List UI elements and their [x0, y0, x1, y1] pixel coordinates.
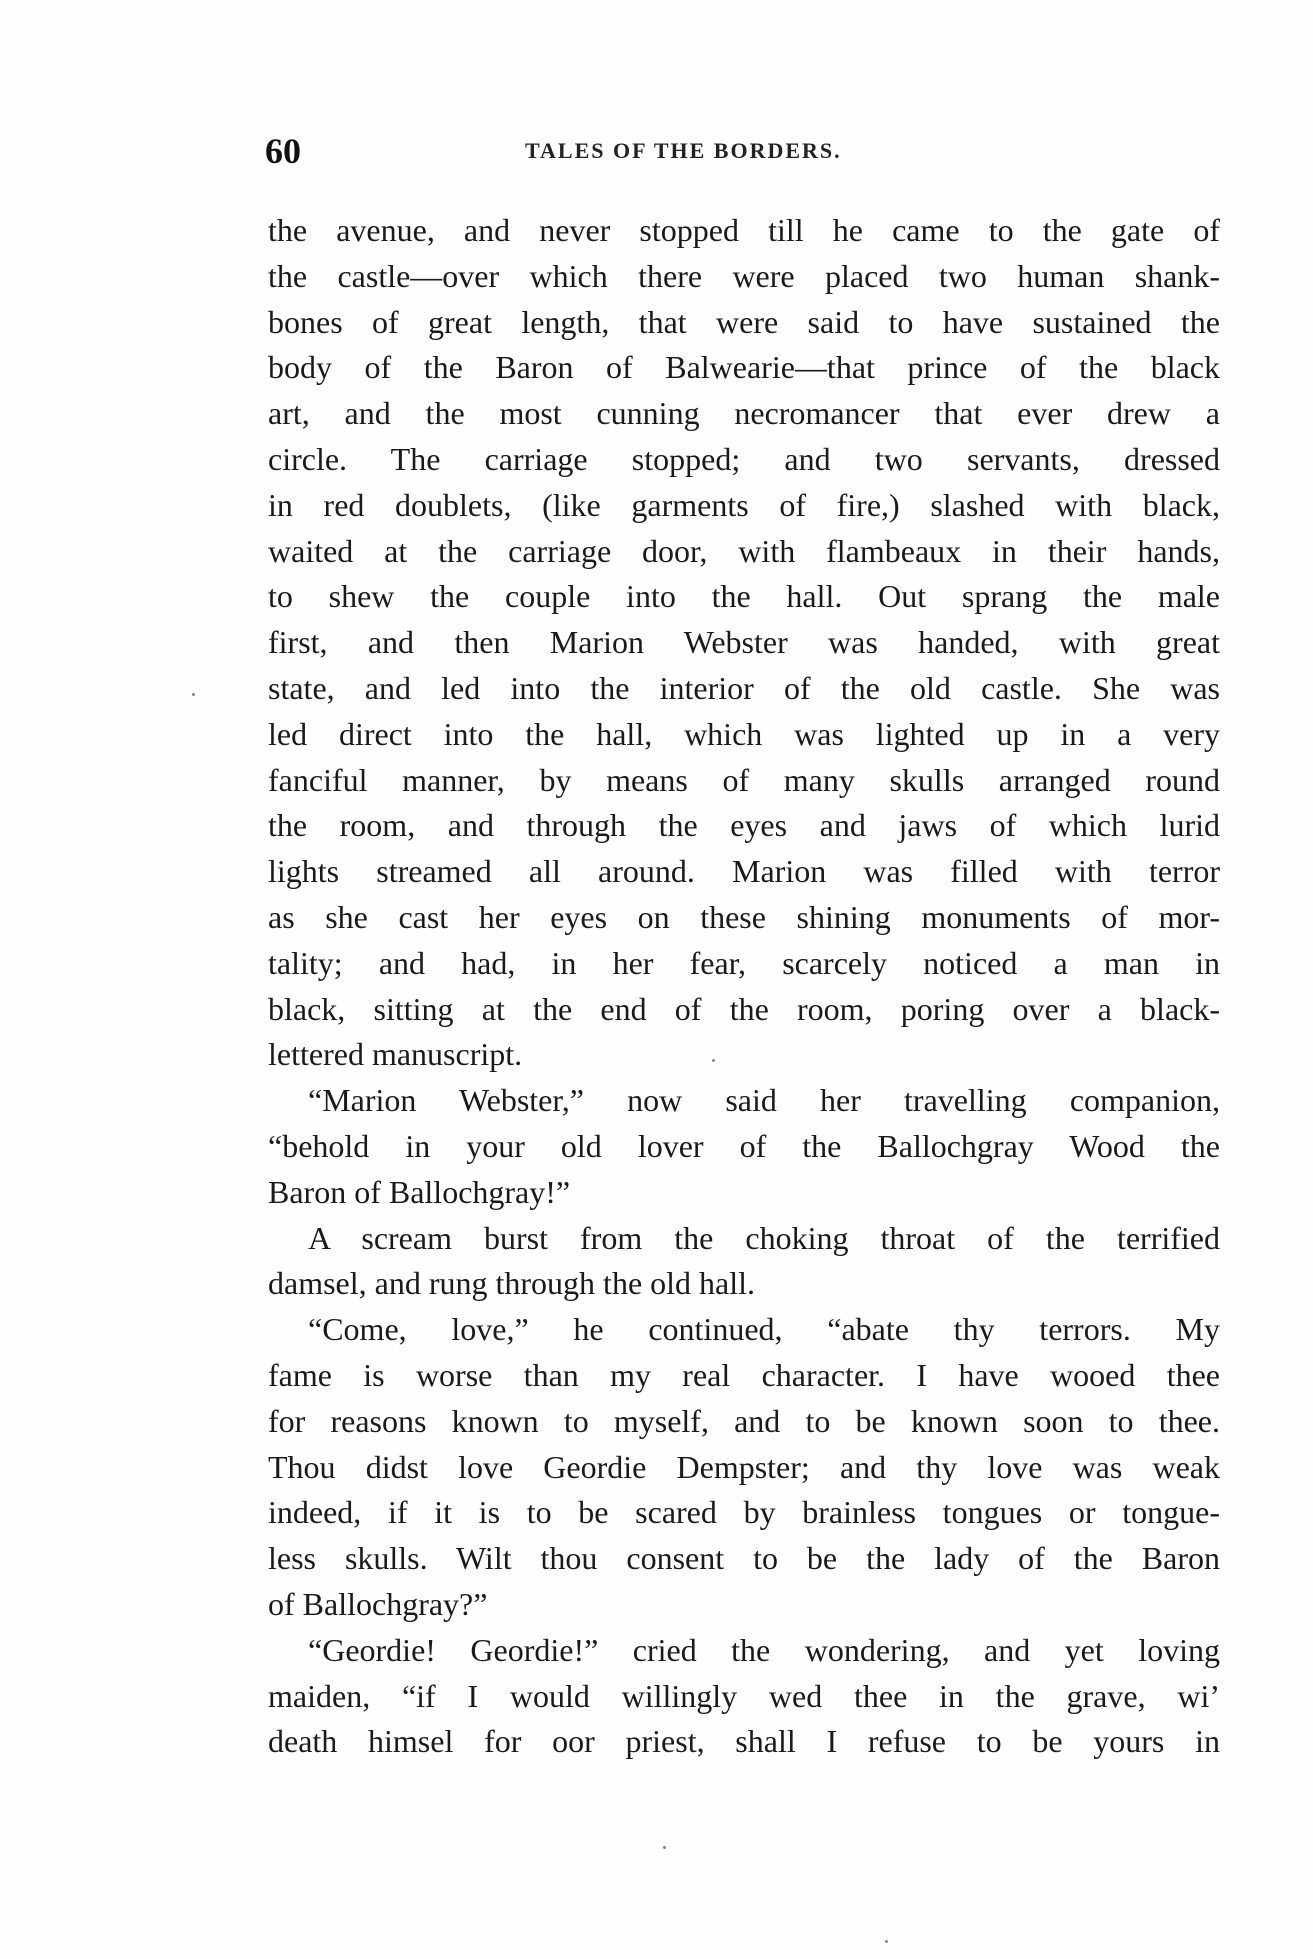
text-line: black, sitting at the end of the room, poring over a black-: [268, 990, 1220, 1027]
text-line: circle. The carriage stopped; and two servants, dressed: [268, 440, 1220, 477]
text-line: to shew the couple into the hall. Out sprang the male: [268, 578, 1220, 615]
text-line: in red doublets, (like garments of fire,) slashed with black,: [268, 486, 1220, 523]
text-line: first, and then Marion Webster was handed, with great: [268, 624, 1220, 661]
page-header: [265, 130, 1220, 170]
text-line: tality; and had, in her fear, scarcely noticed a man in: [268, 944, 1220, 981]
text-line: “behold in your old lover of the Ballochgray Wood the: [268, 1127, 1220, 1164]
text-line: “Come, love,” he continued, “abate thy terrors. My: [308, 1311, 1220, 1348]
text-line: less skulls. Wilt thou consent to be the lady of the Baron: [268, 1540, 1220, 1577]
text-line: death himsel for oor priest, shall I refuse to be yours in: [268, 1723, 1220, 1760]
text-line: fame is worse than my real character. I have wooed thee: [268, 1356, 1220, 1393]
text-line: state, and led into the interior of the old castle. She was: [268, 669, 1220, 706]
text-line: bones of great length, that were said to have sustained the: [268, 303, 1220, 340]
text-line: “Geordie! Geordie!” cried the wondering, and yet loving: [308, 1631, 1220, 1668]
page-number: 60: [265, 131, 301, 171]
text-line: Baron of Ballochgray!”: [268, 1173, 571, 1210]
text-line: waited at the carriage door, with flambeaux in their hands,: [268, 532, 1220, 569]
text-line: as she cast her eyes on these shining monuments of mor-: [268, 898, 1220, 935]
text-line: the avenue, and never stopped till he came to the gate of: [268, 212, 1220, 248]
text-line: A scream burst from the choking throat of the terrified: [308, 1219, 1220, 1256]
text-line: lettered manuscript.: [268, 1036, 523, 1073]
print-speck: [663, 1846, 666, 1849]
text-line: fanciful manner, by means of many skulls arranged round: [268, 761, 1220, 798]
text-line: indeed, if it is to be scared by brainless tongues or tongue-: [268, 1494, 1220, 1531]
text-line: art, and the most cunning necromancer that ever drew a: [268, 395, 1220, 432]
running-title: TALES OF THE BORDERS.: [525, 138, 842, 163]
print-speck: [192, 693, 195, 696]
text-line: lights streamed all around. Marion was filled with terror: [268, 853, 1220, 890]
text-line: led direct into the hall, which was lighted up in a very: [268, 715, 1220, 752]
text-line: Thou didst love Geordie Dempster; and thy love was weak: [268, 1448, 1220, 1485]
text-line: for reasons known to myself, and to be known soon to thee.: [268, 1402, 1220, 1439]
text-line: maiden, “if I would willingly wed thee in the grave, wi’: [268, 1677, 1220, 1714]
print-speck: [712, 1059, 715, 1062]
print-speck: [885, 1940, 888, 1943]
text-line: of Ballochgray?”: [268, 1585, 488, 1622]
body-text: [268, 208, 1220, 1765]
text-line: body of the Baron of Balwearie—that prince of the black: [268, 349, 1220, 386]
text-line: the castle—over which there were placed two human shank-: [268, 257, 1220, 294]
text-line: “Marion Webster,” now said her travelling companion,: [308, 1082, 1220, 1119]
text-line: damsel, and rung through the old hall.: [268, 1265, 756, 1302]
text-line: the room, and through the eyes and jaws of which lurid: [268, 807, 1220, 844]
